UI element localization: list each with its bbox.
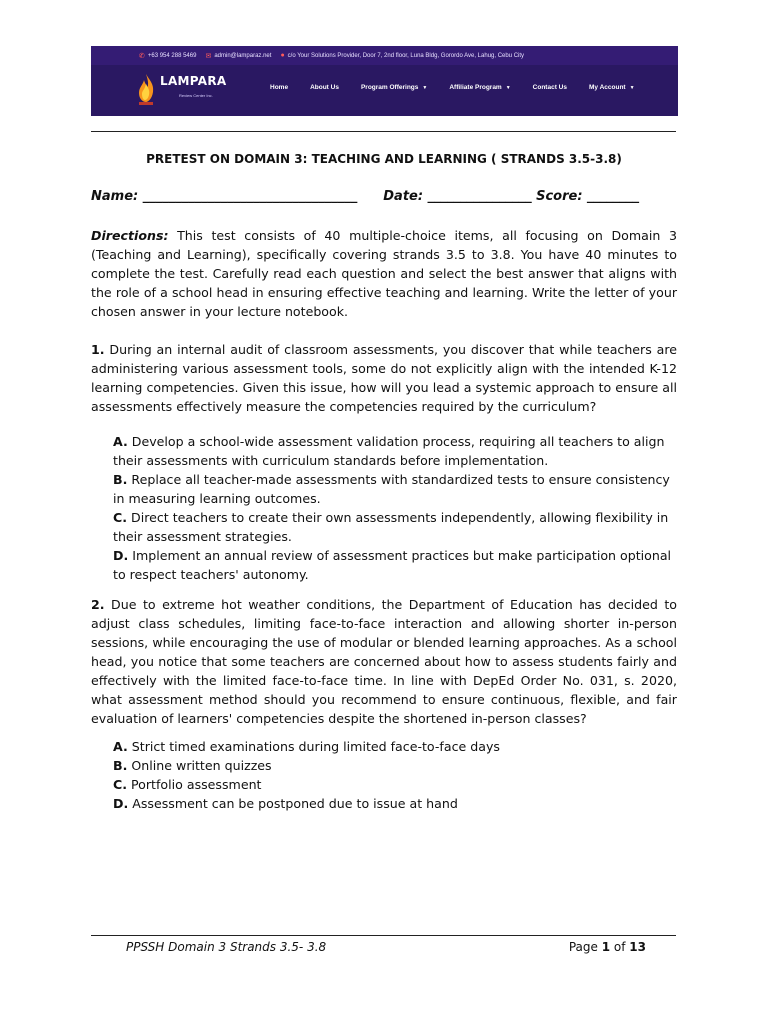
directions-paragraph (91, 226, 677, 321)
mail-icon: ✉ (205, 52, 212, 60)
email-address: admin@lamparaz.net (214, 52, 272, 59)
option-a (113, 432, 678, 470)
nav-program-label: Program Offerings (360, 84, 419, 91)
header-banner (91, 46, 678, 116)
option-text: Strict timed examinations during limited face-to-face days (127, 739, 500, 754)
option-a (113, 737, 678, 756)
question-number: 2. (91, 597, 105, 612)
footer-doc-label: PPSSH Domain 3 Strands 3.5- 3.8 (126, 940, 327, 954)
option-text: Online written quizzes (127, 758, 272, 773)
address-contact (280, 52, 524, 59)
option-text: Portfolio assessment (127, 777, 262, 792)
option-letter: A. (113, 434, 128, 449)
nav-program-offerings[interactable] (361, 84, 427, 91)
option-b (113, 470, 678, 508)
nav-contact-label: Contact Us (532, 84, 567, 91)
location-pin-icon: ● (280, 52, 285, 59)
option-c (113, 775, 678, 794)
page-prefix: Page (568, 940, 602, 954)
phone-icon: ✆ (139, 52, 145, 60)
nav-my-account[interactable] (589, 84, 635, 91)
score-field: Score: ________ (536, 189, 640, 204)
directions-label: Directions: (91, 228, 169, 243)
nav-affiliate-program[interactable] (449, 84, 510, 91)
option-c (113, 508, 678, 546)
footer-divider (91, 935, 676, 936)
directions-text: This test consists of 40 multiple-choice items, all focusing on Domain 3 (Teaching and Learning), specifically covering strands 3.5 to 3.8. You have 40 minutes to complete the test. Carefully read each question and select the best answer that aligns with the role of a school head in ensuring effective teaching and learning. Write the letter of your chosen answer in your lecture notebook. (91, 228, 677, 319)
date-field: Date: ________________ (383, 189, 532, 204)
phone-number: +63 954 288 5469 (147, 52, 197, 59)
question-1-options (113, 432, 678, 584)
option-d (113, 546, 678, 584)
option-letter: D. (113, 796, 129, 811)
question-text: Due to extreme hot weather conditions, the Department of Education has decided to adjust class schedules, limiting face-to-face interaction and allowing shorter in-person sessions, while encouraging the use of modular or blended learning approaches. As a school head, you notice that some teachers are concerned about how to assess students fairly and effectively with the limited face-to-face time. In line with DepEd Order No. 031, s. 2020, what assessment method should you recommend to ensure continuous, flexible, and fair evaluation of learners' competencies despite the shortened in-person classes? (91, 597, 677, 726)
option-d (113, 794, 678, 813)
option-text: Replace all teacher-made assessments with standardized tests to ensure consistency in measuring learning outcomes. (113, 472, 670, 506)
page-current: 1 (601, 940, 611, 954)
nav-account-label: My Account (588, 84, 626, 91)
nav-affiliate-label: Affiliate Program (449, 84, 502, 91)
question-2 (91, 595, 677, 728)
question-text: During an internal audit of classroom assessments, you discover that while teachers are administering various assessment tools, some do not explicitly align with the intended K-12 learning competencies. Given this issue, how will you lead a systemic approach to ensure all assessments effectively measure the competencies required by the curriculum? (91, 342, 677, 414)
option-text: Implement an annual review of assessment practices but make participation optional to respect teachers' autonomy. (113, 548, 672, 582)
option-letter: D. (113, 548, 129, 563)
page-indicator (569, 940, 646, 954)
nav-contact-us[interactable] (533, 84, 567, 91)
page-total: 13 (629, 940, 646, 954)
logo-wordmark: LAMPARA (160, 74, 227, 88)
chevron-down-icon: ▼ (505, 84, 511, 91)
option-letter: C. (113, 510, 128, 525)
option-b (113, 756, 678, 775)
option-letter: A. (113, 739, 128, 754)
flame-icon (135, 72, 157, 106)
main-nav (270, 84, 657, 91)
question-number: 1. (91, 342, 105, 357)
nav-home-label: Home (270, 84, 289, 91)
option-letter: B. (113, 472, 128, 487)
logo-tagline: Review Center Inc. (179, 93, 213, 98)
option-letter: B. (113, 758, 128, 773)
question-1 (91, 340, 677, 416)
nav-about-label: About Us (310, 84, 339, 91)
lampara-logo[interactable] (135, 70, 235, 110)
contact-bar (91, 46, 678, 65)
question-2-options (113, 737, 678, 813)
page-of: of (610, 940, 630, 954)
address-text: c/o Your Solutions Provider, Door 7, 2nd floor, Luna Bldg, Gorordo Ave, Lahug, Cebu City (287, 52, 525, 59)
email-contact (205, 52, 271, 60)
nav-home[interactable] (270, 84, 288, 91)
option-text: Assessment can be postponed due to issue at hand (128, 796, 458, 811)
option-text: Develop a school-wide assessment validation process, requiring all teachers to align their assessments with curriculum standards before implementation. (113, 434, 665, 468)
page-footer (126, 940, 646, 954)
chevron-down-icon: ▼ (629, 84, 635, 91)
student-fields (91, 189, 691, 204)
name-field: Name: _________________________________ (91, 189, 358, 204)
nav-about-us[interactable] (310, 84, 339, 91)
header-divider (91, 131, 676, 132)
phone-contact (139, 52, 196, 60)
page-title: PRETEST ON DOMAIN 3: TEACHING AND LEARNING ( STRANDS 3.5-3.8) (146, 152, 622, 166)
option-text: Direct teachers to create their own assessments independently, allowing flexibility in their assessment strategies. (113, 510, 669, 544)
chevron-down-icon: ▼ (422, 84, 428, 91)
option-letter: C. (113, 777, 128, 792)
